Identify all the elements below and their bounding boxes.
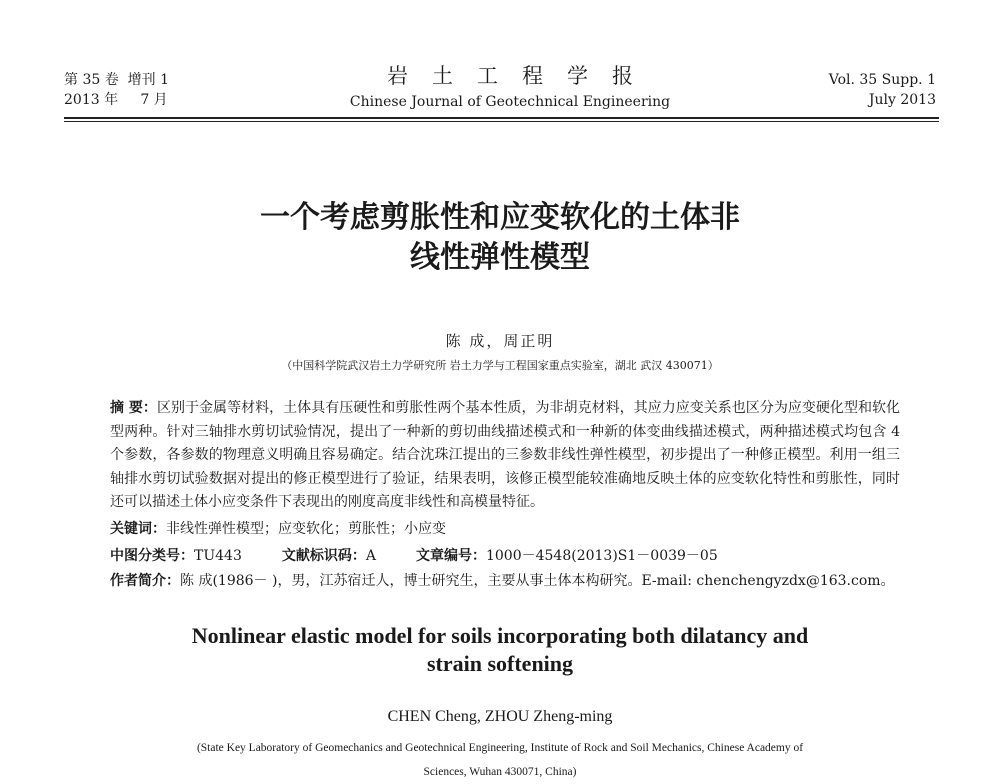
journal-title-cn: 岩土工程学报 xyxy=(387,64,657,88)
header-vol-supp: Vol. 35 Supp. 1 xyxy=(828,72,936,88)
authors-en: CHEN Cheng, ZHOU Zheng-ming xyxy=(387,708,613,725)
authors-cn: 陈 成，周正明 xyxy=(445,332,555,350)
paper-title-en xyxy=(0,622,1000,678)
journal-title-en: Chinese Journal of Geotechnical Engineering xyxy=(349,94,671,110)
paper-title-cn-line1: 一个考虑剪胀性和应变软化的土体非 xyxy=(260,200,740,235)
author-bio-text: 陈 成(1986－ )，男，江苏宿迁人，博士研究生，主要从事土体本构研究。E-mail: chenchengyzdx@163.com。 xyxy=(180,573,895,589)
affiliation-cn: （中国科学院武汉岩土力学研究所 岩土力学与工程国家重点实验室，湖北 武汉 430071） xyxy=(281,359,719,372)
header-rule-thin xyxy=(64,121,939,122)
doc-code-value: A xyxy=(365,548,376,564)
journal-masthead xyxy=(300,62,720,112)
author-bio xyxy=(110,570,930,592)
header-issue-info xyxy=(64,70,169,110)
author-bio-label: 作者简介： xyxy=(110,573,180,589)
affiliation-en xyxy=(0,736,1000,784)
article-number-value: 1000－4548(2013)S1－0039－05 xyxy=(485,548,718,564)
classification-line xyxy=(110,545,930,567)
abstract-text: 区别于金属等材料，土体具有压硬性和剪胀性两个基本性质，为非胡克材料，其应力应变关系也区分为应变硬化型和软化型两种。针对三轴排水剪切试验情况，提出了一种新的剪切曲线描述模式和一种新的体变曲线描述模式，两种描述模式均包含 4 个参数，各参数的物理意义明确且容易确定。结合沈珠江提出的三参数非线性弹性模型，初步提出了一种修正模型。利用一组三轴排水剪切试验数据对提出的修正模型进行了验证，结果表明，该修正模型能较准确地反映土体的应变软化特性和剪胀性，同时还可以描述土体小应变条件下表现出的刚度高度非线性和高模量特征。 xyxy=(110,400,901,510)
affiliation-en-line2: Sciences, Wuhan 430071, China) xyxy=(423,766,577,778)
header-date-en: July 2013 xyxy=(868,92,936,108)
clc-label: 中图分类号： xyxy=(110,548,194,564)
header-volume-en xyxy=(829,70,936,110)
article-number-label: 文章编号： xyxy=(415,548,486,564)
keywords-label: 关键词： xyxy=(110,521,166,537)
abstract-label: 摘 要： xyxy=(110,400,157,416)
affiliation-en-line1: (State Key Laboratory of Geomechanics and Geotechnical Engineering, Institute of Rock and Soil Mechanics, Chinese Academy of xyxy=(196,742,804,754)
abstract-cn xyxy=(110,397,900,515)
keywords-text: 非线性弹性模型；应变软化；剪胀性；小应变 xyxy=(166,521,446,537)
paper-title-en-line1: Nonlinear elastic model for soils incorporating both dilatancy and xyxy=(191,623,809,648)
paper-title-en-line2: strain softening xyxy=(426,651,574,676)
header-date-cn: 2013 年 7 月 xyxy=(64,92,168,108)
paper-title-cn xyxy=(0,198,1000,278)
paper-title-cn-line2: 线性弹性模型 xyxy=(410,240,590,275)
keywords-cn xyxy=(110,518,910,540)
header-volume: 第 35 卷 增刊 1 xyxy=(64,72,169,88)
header-rule-thick xyxy=(64,117,939,119)
clc-value: TU443 xyxy=(194,548,242,564)
doc-code-label: 文献标识码： xyxy=(281,548,366,564)
